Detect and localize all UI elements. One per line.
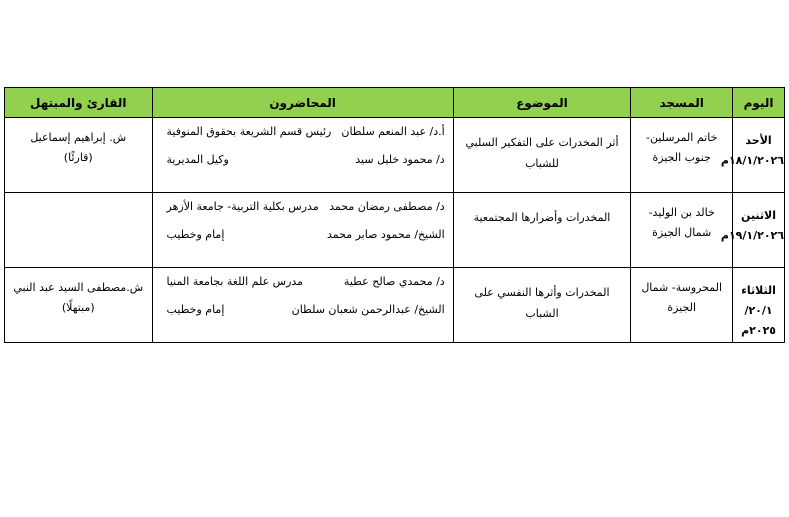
- day-cell: [733, 268, 785, 343]
- lecturer-role: إمام وخطيب: [166, 228, 225, 241]
- mosque-cell: [631, 193, 733, 268]
- topic-line-1: المخدرات وأثرها النفسي على: [474, 286, 610, 299]
- lecturer-name: د/ محمدي صالح عطية: [343, 275, 445, 288]
- header-topic: الموضوع: [453, 88, 631, 118]
- schedule-table: [4, 87, 785, 343]
- table-row: [5, 118, 785, 193]
- lecturer-name: أ.د/ عبد المنعم سلطان: [341, 125, 445, 138]
- mosque-cell: [631, 118, 733, 193]
- reader-name: ش.مصطفى السيد عبد النبي: [13, 281, 144, 294]
- lecturer-1: [153, 124, 453, 140]
- lecturer-2: [153, 227, 453, 243]
- reader-cell: [5, 268, 153, 343]
- lecturers-cell: [152, 193, 453, 268]
- lecturer-1: [153, 274, 453, 290]
- topic-line-2: للشباب: [525, 157, 559, 170]
- reader-cell: [5, 193, 153, 268]
- lecturer-1: [153, 199, 453, 215]
- day-name: الاثنين: [741, 209, 777, 222]
- lecturers-cell: [152, 268, 453, 343]
- mosque-line-1: المحروسة- شمال: [641, 281, 723, 294]
- day-date: ٢٠/١/: [744, 304, 773, 317]
- lecturer-role: وكيل المديرية: [166, 153, 229, 166]
- mosque-cell: [631, 268, 733, 343]
- header-day: اليوم: [733, 88, 785, 118]
- topic-cell: [453, 268, 631, 343]
- topic-line-2: المخدرات وأضرارها المجتمعية: [473, 211, 611, 224]
- lecturer-name: الشيخ/ عبدالرحمن شعبان سلطان: [291, 303, 445, 316]
- reader-cell: [5, 118, 153, 193]
- day-name: الأحد: [745, 134, 772, 147]
- mosque-line-2: شمال الجيزة: [652, 226, 712, 239]
- header-row: [5, 88, 785, 118]
- reader-role: (قارئًا): [63, 151, 93, 164]
- lecturer-name: د/ محمود خليل سيد: [355, 153, 445, 166]
- lecturer-name: د/ مصطفى رمضان محمد: [329, 200, 445, 213]
- topic-cell: [453, 118, 631, 193]
- reader-role: (مبتهلًا): [61, 301, 95, 314]
- table-row: [5, 193, 785, 268]
- lecturer-name: الشيخ/ محمود صابر محمد: [326, 228, 445, 241]
- reader-name: ش. إبراهيم إسماعيل: [30, 131, 127, 144]
- day-date-year: ٢٠٢٥م: [741, 324, 776, 337]
- day-name: الثلاثاء: [741, 284, 776, 297]
- header-mosque: المسجد: [631, 88, 733, 118]
- topic-cell: [453, 193, 631, 268]
- lecturer-role: رئيس قسم الشريعة بحقوق المنوفية: [166, 125, 332, 138]
- lecturer-role: مدرس علم اللغة بجامعة المنيا: [166, 275, 304, 288]
- mosque-line-2: جنوب الجيزة: [652, 151, 711, 164]
- header-reader: القارئ والمبتهل: [5, 88, 153, 118]
- mosque-line-1: خاتم المرسلين-: [645, 131, 718, 144]
- mosque-line-2: الجيزة: [667, 301, 697, 314]
- topic-line-1: أثر المخدرات على التفكير السلبي: [465, 136, 619, 149]
- day-date: ١٩/١/٢٠٢٦م: [720, 229, 784, 242]
- day-cell: [720, 193, 785, 268]
- topic-line-2: الشباب: [525, 307, 559, 320]
- lecturer-2: [153, 152, 453, 168]
- table-row: [5, 268, 785, 343]
- day-date: ١٨/١/٢٠٢٦م: [720, 154, 784, 167]
- lecturer-role: مدرس بكلية التربية- جامعة الأزهر: [166, 200, 319, 213]
- day-cell: [720, 118, 785, 193]
- mosque-line-1: خالد بن الوليد-: [648, 206, 715, 219]
- header-lecturers: المحاضرون: [152, 88, 453, 118]
- lecturers-cell: [152, 118, 453, 193]
- lecturer-2: [153, 302, 453, 318]
- lecturer-role: إمام وخطيب: [166, 303, 225, 316]
